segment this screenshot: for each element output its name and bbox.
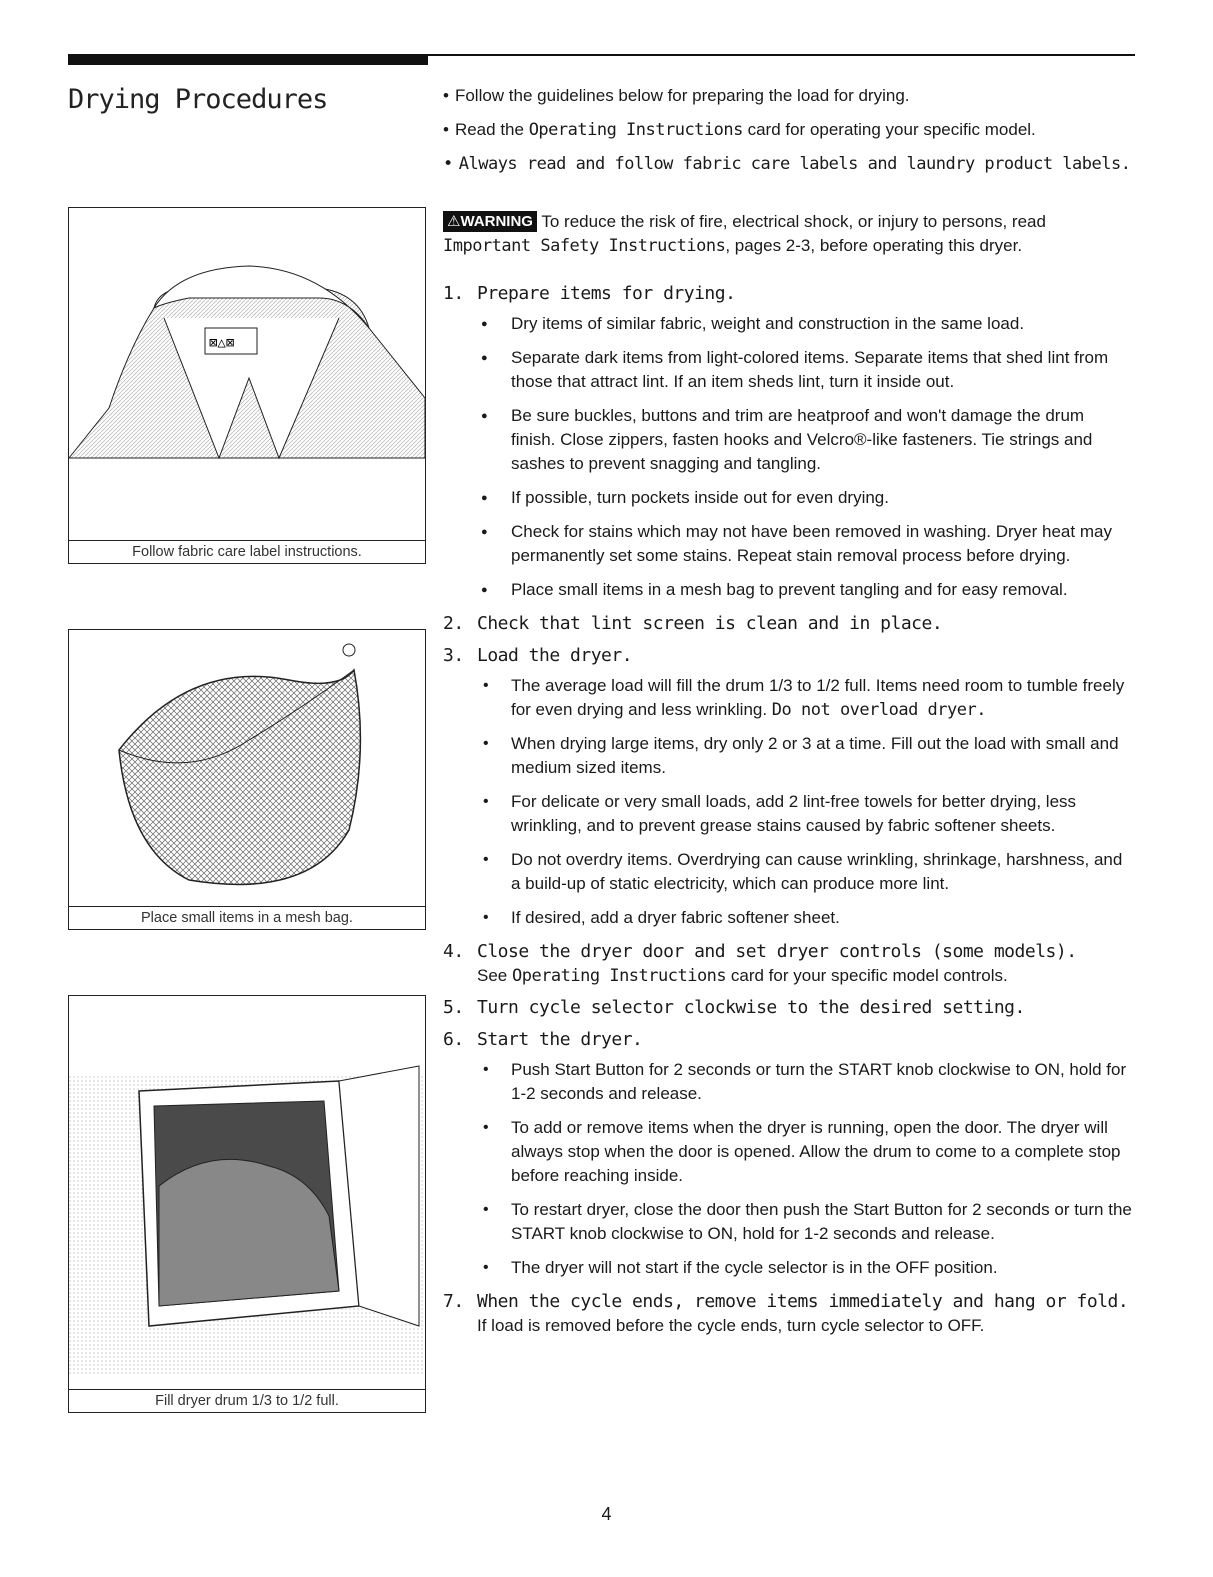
warning-badge: ⚠WARNING	[443, 211, 537, 232]
list-item: • When drying large items, dry only 2 or 3 at a time. Fill out the load with small and medium sized items.	[477, 732, 1133, 780]
figure-mesh-bag	[68, 629, 426, 930]
list-item: ● Check for stains which may not have been removed in washing. Dryer heat may permanently set some stains. Repeat stain removal process before drying.	[477, 520, 1133, 568]
page-title: Drying Procedures	[68, 84, 328, 115]
list-item: • For delicate or very small loads, add 2 lint-free towels for better drying, less wrinkling, and to prevent grease stains caused by fabric softener sheets.	[477, 790, 1133, 838]
list-item: • Do not overdry items. Overdrying can cause wrinkling, shrinkage, harshness, and a build-up of static electricity, which can produce more lint.	[477, 848, 1133, 896]
list-item: ● Dry items of similar fabric, weight and construction in the same load.	[477, 312, 1133, 336]
step-3-heading: 3. Load the dryer.	[443, 645, 633, 666]
list-item: • The dryer will not start if the cycle selector is in the OFF position.	[477, 1256, 1133, 1280]
shirt-collar-illustration	[69, 208, 425, 541]
intro-bullet: • Follow the guidelines below for preparing the load for drying.	[443, 84, 1133, 108]
intro-bullets	[443, 84, 1133, 186]
figure-caption: Fill dryer drum 1/3 to 1/2 full.	[155, 1393, 339, 1409]
step-1-heading: 1. Prepare items for drying.	[443, 283, 736, 304]
list-item: • Push Start Button for 2 seconds or turn the START knob clockwise to ON, hold for 1-2 seconds and release.	[477, 1058, 1133, 1106]
step-2-heading: 2. Check that lint screen is clean and in place.	[443, 613, 943, 634]
svg-text:⊠△⊠: ⊠△⊠	[209, 335, 235, 351]
step-5-heading: 5. Turn cycle selector clockwise to the desired setting.	[443, 997, 1025, 1018]
list-item: • To restart dryer, close the door then push the Start Button for 2 seconds or turn the START knob clockwise to ON, hold for 1-2 seconds and release.	[477, 1198, 1133, 1246]
warning-block: ⚠WARNING To reduce the risk of fire, electrical shock, or injury to persons, read Important Safety Instructions, pages 2-3, before operating this dryer.	[443, 212, 1046, 256]
list-item: ● If possible, turn pockets inside out for even drying.	[477, 486, 1133, 510]
list-item: ● Place small items in a mesh bag to prevent tangling and for easy removal.	[477, 578, 1133, 602]
step-4-text: See Operating Instructions card for your specific model controls.	[477, 966, 1008, 986]
step-3-list	[477, 674, 1133, 930]
overload-warning: Do not overload dryer.	[771, 700, 986, 720]
figure-dryer-drum	[68, 995, 426, 1413]
step-6-list	[477, 1058, 1133, 1280]
step-7-heading: 7. When the cycle ends, remove items immediately and hang or fold.	[443, 1291, 1129, 1312]
list-item: ● Be sure buckles, buttons and trim are heatproof and won't damage the drum finish. Close zippers, fasten hooks and Velcro®-like fasteners. Tie strings and sashes to prevent snagging and tangling.	[477, 404, 1133, 476]
figure-caption: Follow fabric care label instructions.	[132, 544, 362, 560]
procedure-steps	[443, 282, 1133, 1338]
list-item: • To add or remove items when the dryer is running, open the door. The dryer will always stop when the door is opened. Allow the drum to come to a complete stop before reaching inside.	[477, 1116, 1133, 1188]
intro-bullet: • Read the Operating Instructions card for operating your specific model.	[443, 118, 1133, 142]
intro-bullet: • Always read and follow fabric care labels and laundry product labels.	[443, 152, 1133, 176]
dryer-drum-illustration	[69, 996, 425, 1390]
list-item: • The average load will fill the drum 1/3 to 1/2 full. Items need room to tumble freely for even drying and less wrinkling. Do not overload dryer.	[477, 674, 1133, 722]
step-6-heading: 6. Start the dryer.	[443, 1029, 643, 1050]
warning-triangle-icon: ⚠	[447, 213, 461, 230]
step-1-list	[477, 312, 1133, 602]
figure-care-label	[68, 207, 426, 564]
list-item: ● Separate dark items from light-colored items. Separate items that shed lint from those that attract lint. If an item sheds lint, turn it inside out.	[477, 346, 1133, 394]
header-thin-rule	[428, 54, 1135, 56]
operating-instructions-ref: Operating Instructions	[528, 120, 743, 140]
step-7-text: If load is removed before the cycle ends, turn cycle selector to OFF.	[477, 1316, 985, 1335]
operating-instructions-ref: Operating Instructions	[511, 966, 727, 986]
step-4-heading: 4. Close the dryer door and set dryer controls (some models).	[443, 941, 1077, 962]
list-item: • If desired, add a dryer fabric softener sheet.	[477, 906, 1133, 930]
header-thick-rule	[68, 54, 428, 65]
safety-instructions-ref: Important Safety Instructions	[443, 236, 726, 256]
page-number: 4	[601, 1504, 612, 1524]
figure-caption: Place small items in a mesh bag.	[141, 910, 353, 926]
mesh-bag-illustration	[69, 630, 425, 907]
